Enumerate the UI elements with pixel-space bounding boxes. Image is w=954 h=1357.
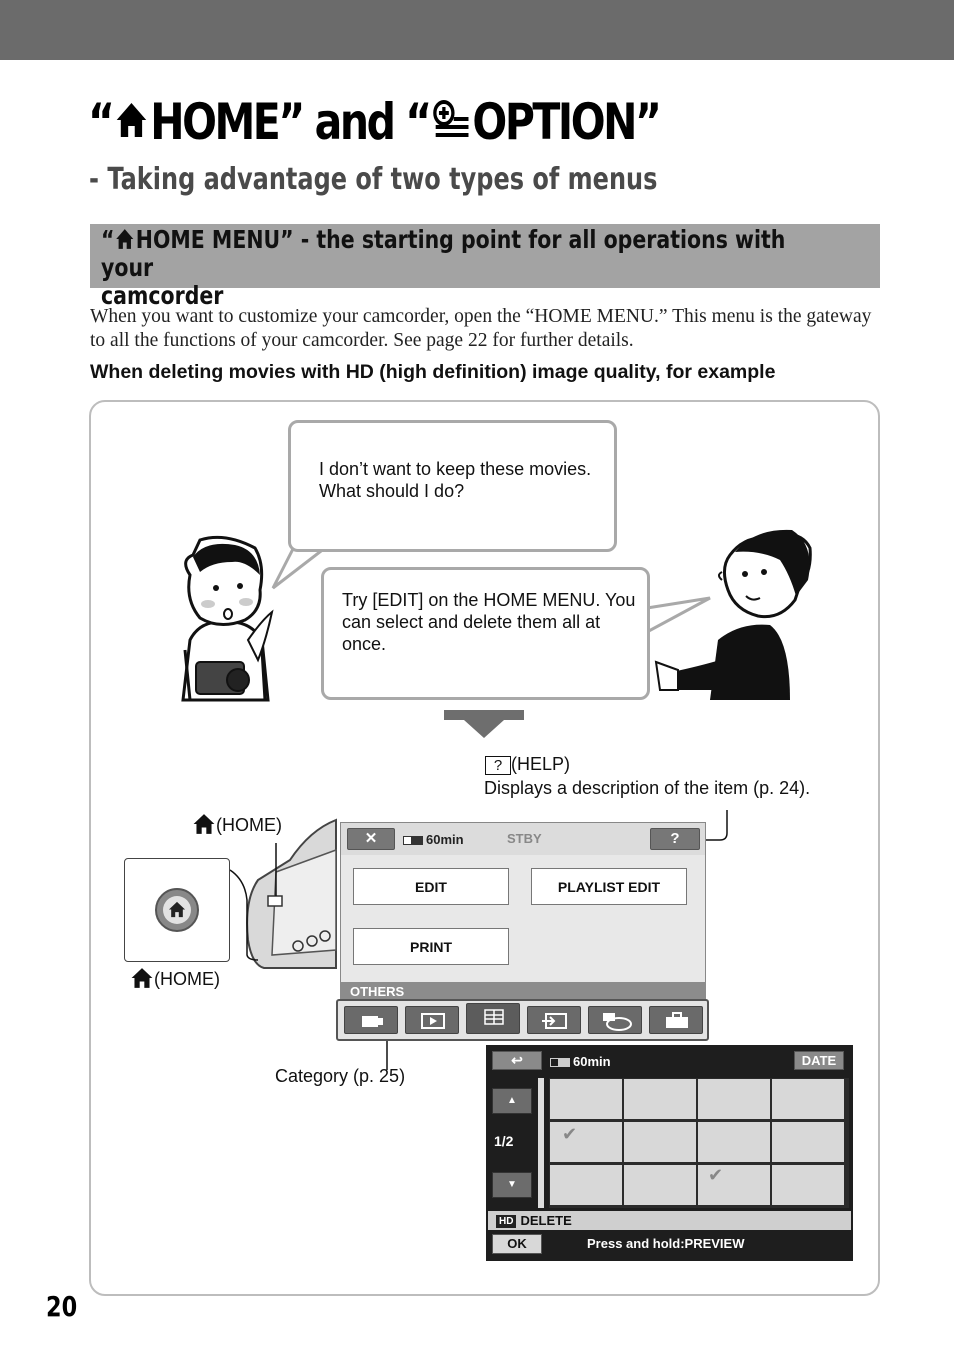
battery-remaining: 60min [573, 1054, 611, 1069]
title-quote: “ [88, 93, 113, 151]
girl-illustration [183, 537, 272, 700]
transfer-category-icon[interactable] [527, 1006, 581, 1034]
mode-bar [488, 1211, 851, 1230]
help-leader-line [705, 810, 727, 840]
preview-hint: Press and hold:PREVIEW [587, 1236, 745, 1251]
intro-paragraph: When you want to customize your camcorder, open the “HOME MENU.” This menu is the gateway to all the functions of your camcorder. See page 22 for further details. [90, 306, 872, 351]
home-icon [168, 901, 186, 918]
help-label: (HELP) [511, 754, 571, 774]
playlist-edit-button[interactable]: PLAYLIST EDIT [531, 868, 687, 905]
help-callout [485, 754, 570, 775]
category-bar [336, 999, 709, 1041]
thumbnail[interactable] [772, 1079, 844, 1119]
category-name-bar: OTHERS [340, 982, 706, 1000]
category-callout: Category (p. 25) [275, 1066, 406, 1086]
section-title-line1: HOME MENU” - the starting point for all operations with your [101, 225, 786, 282]
delete-screen [486, 1045, 853, 1261]
thumbnail-selected[interactable] [550, 1122, 622, 1162]
home-label-bottom: (HOME) [154, 969, 220, 989]
checkmark-icon: ✔ [562, 1124, 578, 1144]
section-quote: “ [101, 225, 115, 254]
home-menu-screen [340, 822, 706, 1000]
answer-bubble-tail [647, 598, 710, 632]
thumbnail[interactable] [550, 1079, 622, 1119]
help-icon: ? [485, 756, 511, 775]
page-indicator: 1/2 [494, 1133, 514, 1149]
battery-indicator [550, 1054, 611, 1069]
down-arrow [444, 710, 524, 738]
scrollbar[interactable] [538, 1078, 544, 1208]
thumbnail[interactable] [624, 1122, 696, 1162]
help-description: Displays a description of the item (p. 24). [484, 778, 811, 798]
help-button[interactable]: ? [650, 828, 700, 850]
answer-text: Try [EDIT] on the HOME MENU. You can select and delete them all at once. [342, 590, 636, 654]
thumbnail[interactable] [624, 1079, 696, 1119]
edit-button[interactable]: EDIT [353, 868, 509, 905]
camcorder-illustration [247, 820, 336, 968]
home-icon [130, 969, 154, 989]
thumbnail-grid [549, 1078, 849, 1208]
thumbnail[interactable] [624, 1165, 696, 1205]
hd-badge: HD [496, 1215, 516, 1228]
home-callout-bottom [130, 967, 220, 990]
battery-remaining: 60min [426, 832, 464, 847]
others-category-icon[interactable] [466, 1003, 520, 1034]
home-callout-top [192, 813, 282, 836]
title-text-home: HOME” and “ [150, 93, 430, 151]
mode-label: DELETE [520, 1213, 572, 1228]
section-title-line2: camcorder [101, 281, 224, 310]
page-number: 20 [46, 1290, 78, 1323]
close-button[interactable]: ✕ [347, 828, 395, 850]
home-label-top: (HOME) [216, 815, 282, 835]
play-category-icon[interactable] [405, 1006, 459, 1034]
thumbnail[interactable] [772, 1165, 844, 1205]
toolbox-category-icon[interactable] [649, 1006, 703, 1034]
page-down-button[interactable]: ▼ [492, 1172, 532, 1198]
thumbnail[interactable] [772, 1122, 844, 1162]
battery-icon [550, 1058, 570, 1067]
ok-button[interactable]: OK [492, 1234, 542, 1254]
title-text-option: OPTION” [472, 93, 660, 151]
checkmark-icon: ✔ [708, 1165, 724, 1185]
back-button[interactable]: ↩ [492, 1051, 542, 1070]
question-text: I don’t want to keep these movies. What should I do? [319, 459, 592, 501]
battery-indicator [403, 832, 464, 847]
home-button[interactable] [155, 888, 199, 932]
disc-category-icon[interactable] [588, 1006, 642, 1034]
thumbnail[interactable] [550, 1165, 622, 1205]
page-subtitle: - Taking advantage of two types of menus [89, 162, 658, 197]
date-button[interactable]: DATE [794, 1051, 844, 1070]
status-text: STBY [507, 831, 542, 846]
thumbnail[interactable] [698, 1122, 770, 1162]
home-button-detail [124, 858, 230, 962]
example-heading: When deleting movies with HD (high definition) image quality, for example [90, 361, 776, 383]
camera-category-icon[interactable] [344, 1006, 398, 1034]
thumbnail-selected[interactable] [698, 1165, 770, 1205]
print-button[interactable]: PRINT [353, 928, 509, 965]
battery-icon [403, 836, 423, 845]
page-up-button[interactable]: ▲ [492, 1088, 532, 1114]
thumbnail[interactable] [698, 1079, 770, 1119]
home-icon [192, 815, 216, 835]
